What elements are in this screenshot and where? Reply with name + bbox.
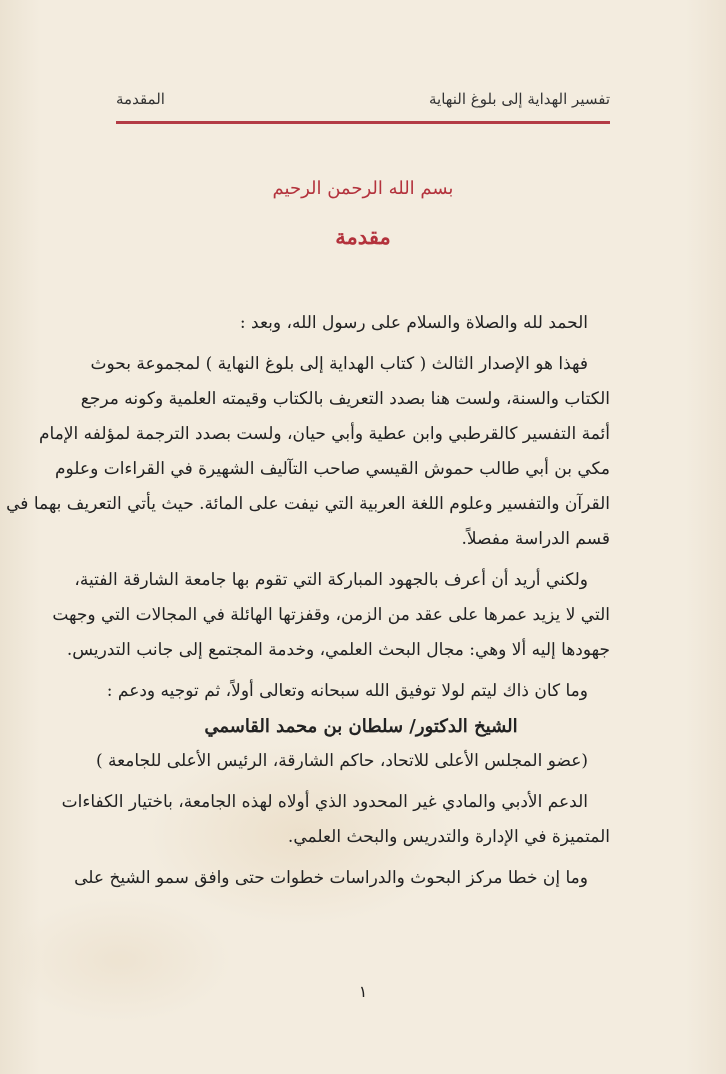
header-rule [116,121,610,124]
page-title: مقدمة [335,224,391,249]
basmala: بسم الله الرحمن الرحيم [272,178,454,199]
paragraph-line: قسم الدراسة مفصلاً. [461,529,610,549]
paragraph-line: القرآن والتفسير وعلوم اللغة العربية التي نيفت على المائة. حيث يأتي التعريف بهما في [6,494,610,514]
page-number: ١ [358,982,368,1001]
paragraph-line: الدعم الأدبي والمادي غير المحدود الذي أولاه لهذه الجامعة، باختيار الكفاءات [61,792,588,812]
paragraph-line: جهودها إليه ألا وهي: مجال البحث العلمي، وخدمة المجتمع إلى جانب التدريس. [66,640,610,660]
book-title: تفسير الهداية إلى بلوغ النهاية [429,90,610,108]
paragraph-line: مكي بن أبي طالب حموش القيسي صاحب التآليف الشهيرة في القراءات وعلوم [55,459,610,479]
paragraph-line: فهذا هو الإصدار الثالث ( كتاب الهداية إلى بلوغ النهاية ) لمجموعة بحوث [90,354,588,374]
paragraph-line: وما كان ذاك ليتم لولا توفيق الله سبحانه وتعالى أولاً، ثم توجيه ودعم : [106,681,588,701]
body-text [6,306,610,896]
paragraph-line: الكتاب والسنة، ولست هنا بصدد التعريف بالكتاب وقيمته العلمية وكونه مرجع [80,389,610,409]
running-header [116,86,610,116]
section-title: المقدمة [116,90,165,108]
paragraph-line: وما إن خطا مركز البحوث والدراسات خطوات حتى وافق سمو الشيخ على [74,868,588,888]
dedicatee-name: الشيخ الدكتور/ سلطان بن محمد القاسمي [204,716,518,737]
paragraph-line: ولكني أريد أن أعرف بالجهود المباركة التي تقوم بها جامعة الشارقة الفتية، [74,570,588,590]
paragraph-line: أئمة التفسير كالقرطبي وابن عطية وأبي حيان، ولست بصدد الترجمة لمؤلفه الإمام [39,424,610,444]
paragraph-opening: الحمد لله والصلاة والسلام على رسول الله، وبعد : [239,313,588,333]
paragraph-line: المتميزة في الإدارة والتدريس والبحث العلمي. [287,827,610,847]
paragraph-line: التي لا يزيد عمرها على عقد من الزمن، وقفزتها الهائلة في المجالات التي وجهت [52,605,610,625]
dedicatee-titles: (عضو المجلس الأعلى للاتحاد، حاكم الشارقة، الرئيس الأعلى للجامعة ) [95,751,588,771]
